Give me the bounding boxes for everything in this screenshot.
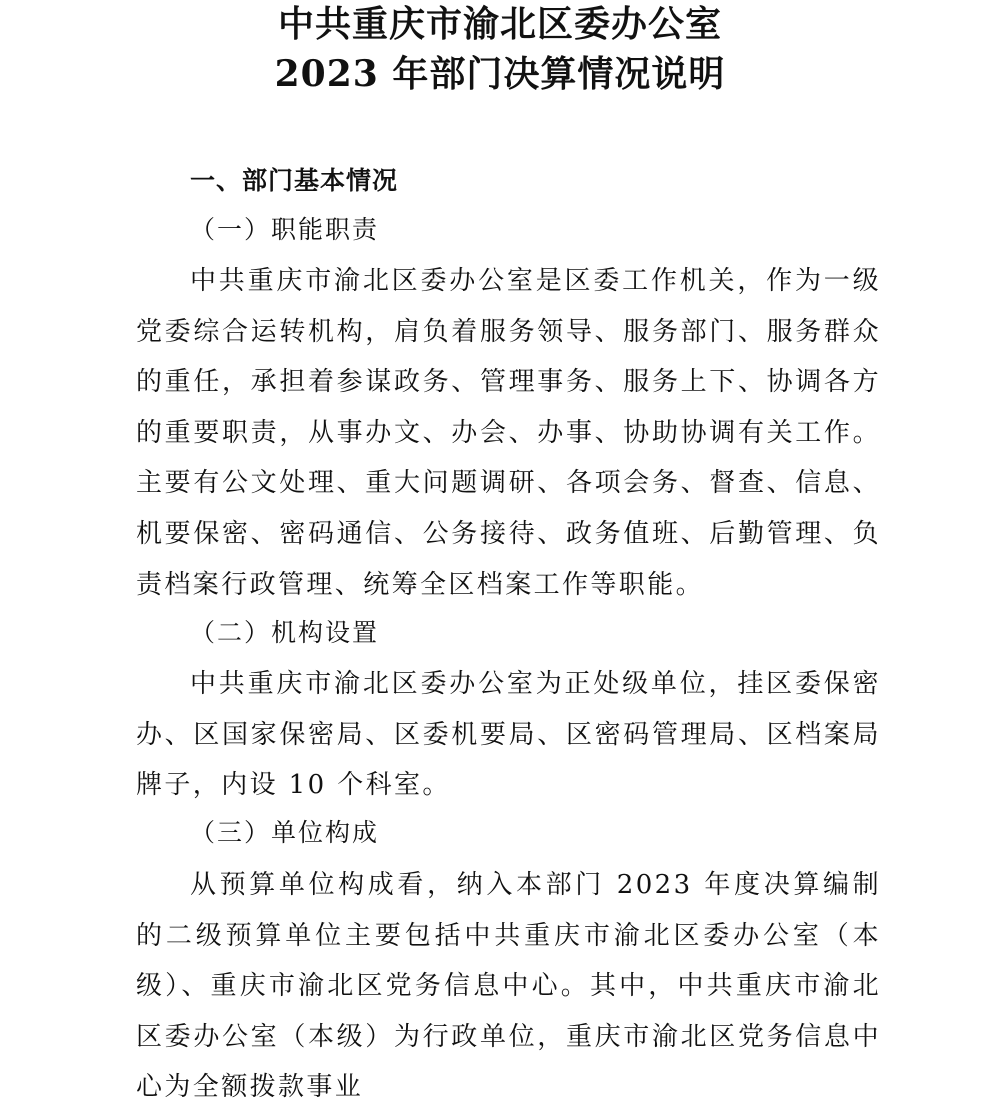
subsection-heading-organization: （二）机构设置 bbox=[190, 618, 380, 647]
document-title-line2: 2023 年部门决算情况说明 bbox=[274, 53, 726, 95]
paragraph-functions: 中共重庆市渝北区委办公室是区委工作机关，作为一级党委综合运转机构，肩负着服务领导、服务部门、服务群众的重任，承担着参谋政务、管理事务、服务上下、协调各方的重要职责，从事办文、办会、办事、协助协调有关工作。主要有公文处理、重大问题调研、各项会务、督查、信息、机要保密、密码通信、公务接待、政务值班、后勤管理、负责档案行政管理、统筹全区档案工作等职能。 bbox=[136, 266, 881, 600]
subsection-heading-units: （三）单位构成 bbox=[190, 818, 380, 847]
paragraph-units: 从预算单位构成看，纳入本部门 2023 年度决算编制的二级预算单位主要包括中共重庆市渝北区委办公室（本级）、重庆市渝北区党务信息中心。其中，中共重庆市渝北区委办公室（本级）为行政单位，重庆市渝北区党务信息中心为全额拨款事业 bbox=[136, 870, 881, 1103]
section-heading-basic-info: 一、部门基本情况 bbox=[190, 166, 399, 195]
paragraph-organization: 中共重庆市渝北区委办公室为正处级单位，挂区委保密办、区国家保密局、区委机要局、区密码管理局、区档案局牌子，内设 10 个科室。 bbox=[136, 669, 881, 801]
document-title-line1: 中共重庆市渝北区委办公室 bbox=[277, 3, 722, 45]
subsection-heading-functions: （一）职能职责 bbox=[190, 215, 380, 244]
